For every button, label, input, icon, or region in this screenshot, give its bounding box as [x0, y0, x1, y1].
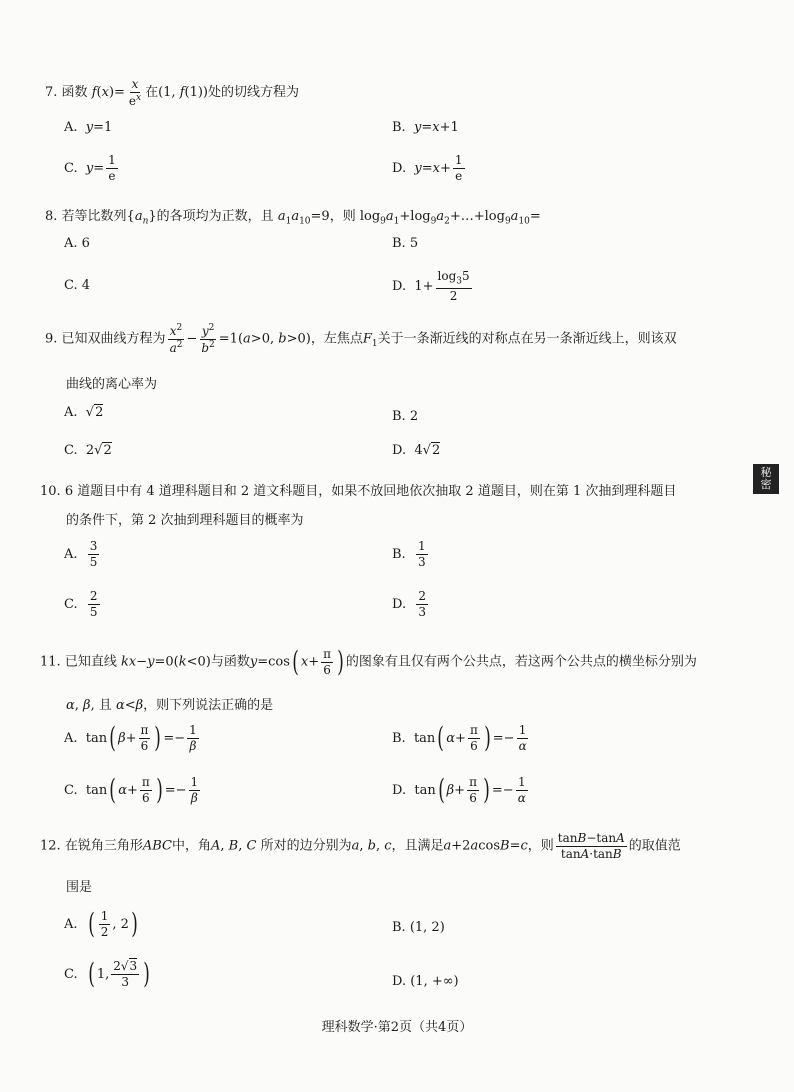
q9-option-b: B. 2: [392, 409, 419, 424]
q7-option-d: D. y = x + $\frac{1}{e}$: [392, 153, 463, 183]
q8-option-a: A. 6: [64, 236, 90, 251]
q12-option-a: A. ( $\frac{1}{2}$ , 2 ): [64, 907, 138, 941]
q11-option-a: A. tan ( β + $\frac{\pi}{6}$ ) =− $\frac{1}{\beta}$: [64, 721, 197, 755]
question-12-stem-line2: 围是: [66, 880, 93, 895]
q9-option-a: A. √2: [64, 405, 104, 420]
q10-option-c: C. $\frac{2}{5}$: [64, 589, 98, 619]
q8-option-c: C. 4: [64, 278, 91, 293]
q9-option-c: C. 2 √2: [64, 443, 112, 458]
q8-option-d: D. 1+ $\frac{\log_35}{2}$: [392, 269, 470, 303]
q10-option-d: D. $\frac{2}{3}$: [392, 589, 426, 619]
q7-option-c: C. y = $\frac{1}{e}$: [64, 153, 116, 183]
question-7-stem: 7. 函数 f(x)= $\frac{x}{e^x}$ 在(1, f(1))处的切线方程为: [45, 77, 300, 108]
q7-option-b: B. y = x +1: [392, 120, 459, 135]
q10-option-a: A. $\frac{3}{5}$: [64, 539, 98, 569]
q9-option-d: D. 4 √2: [392, 443, 441, 458]
question-8-stem: 8. 若等比数列$\{a_n\}$的各项均为正数，且 $a_1a_{10}=9$，则 $\log_9a_1+\log_9a_2+\dots+\log_9a_{10}=$: [45, 209, 541, 227]
q7-option-a: A. y =1: [64, 120, 113, 135]
q12-option-c: C. ( 1, $\frac{2√3}{3}$ ): [64, 957, 150, 991]
page-footer: 理科数学·第2页（共4页）: [321, 1020, 473, 1035]
question-11-stem: 11. 已知直线 kx−y=0(k<0)与函数y=cos( x+ $\frac{\pi}{6}$ ) 的图象有且仅有两个公共点，若这两个公共点的横坐标分别为: [40, 645, 697, 679]
question-10-stem: 10. 6 道题目中有 4 道理科题目和 2 道文科题目，如果不放回地依次抽取 2 道题目，则在第 1 次抽到理科题目: [40, 484, 677, 499]
q11-option-d: D. tan ( β + $\frac{\pi}{6}$ ) =− $\frac{1}{\alpha}$: [392, 773, 526, 807]
question-9-stem-line2: 曲线的离心率为: [66, 377, 158, 392]
q12-option-b: B. (1, 2): [392, 920, 445, 935]
question-11-stem-line2: α, β, 且 α<β，则下列说法正确的是: [66, 698, 274, 713]
q11-option-b: B. tan ( α + $\frac{\pi}{6}$ ) =− $\frac{1}{\alpha}$: [392, 721, 527, 755]
confidential-tab: 秘密: [753, 464, 779, 494]
question-9-stem: 9. 已知双曲线方程为 $\frac{x^2}{a^2}$ − $\frac{y^2}{b^2}$ =1(a>0, b>0)，左焦点$F_1$关于一条渐近线的对称点在另一条渐近线上，则该双: [45, 323, 677, 355]
q10-option-b: B. $\frac{1}{3}$: [392, 539, 426, 569]
q12-option-d: D. (1, +∞): [392, 974, 459, 989]
q8-option-b: B. 5: [392, 236, 419, 251]
question-12-stem: 12. 在锐角三角形ABC中，角A, B, C 所对的边分别为a, b, c，且满足a+2acosB=c，则 $\frac{\tan B-\tan A}{\tan A\cdot\tan B}$ 的取值范: [40, 831, 681, 861]
q11-option-c: C. tan ( α + $\frac{\pi}{6}$ ) =− $\frac{1}{\beta}$: [64, 773, 199, 807]
question-10-stem-line2: 的条件下，第 2 次抽到理科题目的概率为: [66, 513, 304, 528]
